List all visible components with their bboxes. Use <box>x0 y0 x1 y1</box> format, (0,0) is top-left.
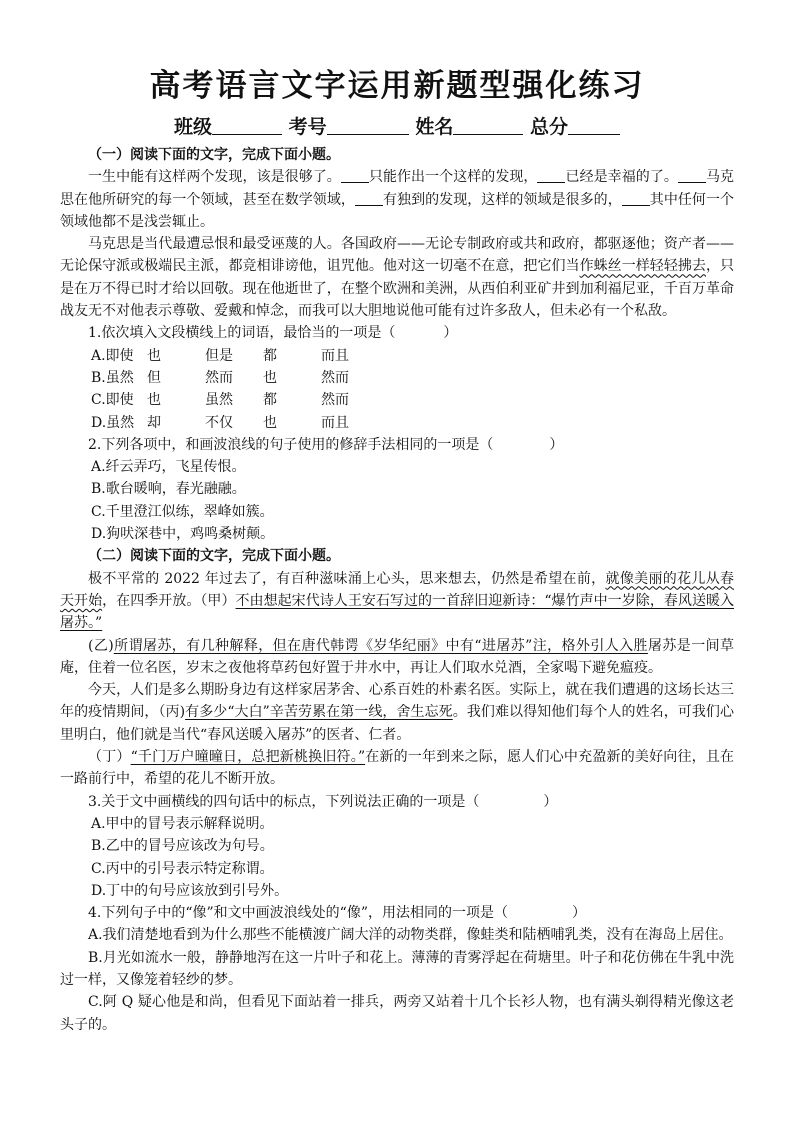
page-title: 高考语言文字运用新题型强化练习 <box>149 68 645 104</box>
section-2-paragraph-3: 今天，人们是多么期盼身边有这样家居茅舍、心系百姓的朴素名医。实际上，就在我们遭遇的这场长达三年的疫情期间，（丙)有多少“大白”辛苦劳累在第一线，舍生忘死。我们难以得知他们每个人的姓名，可我们心里明白，他们就是当代“春风送暖入屠苏”的医者、仁者。 <box>60 682 734 743</box>
question-1-stem: 1.依次填入文段横线上的词语，最恰当的一项是（ ） <box>88 325 458 342</box>
question-1-option-d[interactable]: D.虽然 却 不仅 也 而且 <box>91 414 349 431</box>
total-label: 总分 <box>529 116 568 138</box>
underlined-sentence-bing: 有多少“大白”辛苦劳累在第一线，舍生忘死 <box>185 704 453 721</box>
exam-no-label: 考号 <box>288 116 327 138</box>
worksheet-content <box>60 144 734 1036</box>
section-2-paragraph-2: (乙)所谓屠苏，有几种解释，但在唐代韩谔《岁华纪丽》中有“进屠苏”注，格外引人入胜屠苏是一间草庵，住着一位名医，岁末之夜他将草药包好置于井水中，再让人们取水兑酒，全家喝下避免瘟疫。 <box>60 637 735 676</box>
fill-blank[interactable] <box>678 168 706 183</box>
question-2-option-d[interactable]: D.狗吠深巷中，鸡鸣桑树颠。 <box>91 526 275 543</box>
exam-no-blank[interactable] <box>327 116 409 135</box>
fill-blank[interactable] <box>341 168 369 183</box>
section-2-paragraph-1: 极不平常的 2022 年过去了，有百种滋味涌上心头，思来想去，仍然是希望在前，就像美丽的花儿从春天开始，在四季开放。（甲）不由想起宋代诗人王安石写过的一首辞旧迎新诗：“爆竹声中一岁除，春风送暖入屠苏。” <box>60 570 735 632</box>
question-1-option-b[interactable]: B.虽然 但 然而 也 然而 <box>91 369 349 386</box>
name-blank[interactable] <box>453 116 523 135</box>
underlined-sentence-jia: 不由想起宋代诗人王安石写过的一首辞旧迎新诗：“爆竹声中一岁除，春风送暖入屠苏。” <box>60 592 735 632</box>
question-4-option-b[interactable]: B.月光如流水一般，静静地泻在这一片叶子和花上。薄薄的青雾浮起在荷塘里。叶子和花仿佛在牛乳中洗过一样，又像笼着轻纱的梦。 <box>60 949 734 988</box>
question-2-option-c[interactable]: C.千里澄江似练，翠峰如簇。 <box>91 503 274 520</box>
fill-blank[interactable] <box>355 191 383 206</box>
section-1-paragraph-1: 一生中能有这样两个发现，该是很够了。 只能作出一个这样的发现， 已经是幸福的了。 马克思在他所研究的每一个领域，甚至在数学领域， 有独到的发现，这样的领域是很多的， 其中任何一个领域他都不是浅尝辄止。 <box>60 169 735 230</box>
section-1-paragraph-2: 马克思是当代最遭忌恨和最受诬蔑的人。各国政府——无论专制政府或共和政府，都驱逐他；资产者——无论保守派或极端民主派，都竞相诽谤他，诅咒他。他对这一切毫不在意，把它们当作蛛丝一样轻轻拂去，只是在万不得已时才给以回敬。现在他逝世了，在整个欧洲和美洲，从西伯利亚矿井到加利福尼亚，千百万革命战友无不对他表示尊敬、爱戴和悼念，而我可以大胆地说他可能有过许多敌人，但未必有一个私敌。 <box>60 236 735 320</box>
student-info-line <box>0 112 794 139</box>
fill-blank[interactable] <box>622 191 650 206</box>
question-2-option-a[interactable]: A.纤云弄巧，飞星传恨。 <box>91 459 246 476</box>
underlined-sentence-yi: 所谓屠苏，有几种解释，但在唐代韩谔《岁华纪丽》中有“进屠苏”注，格外引人入胜 <box>113 637 648 654</box>
question-1-option-a[interactable]: A.即使 也 但是 都 而且 <box>91 347 349 364</box>
section-2-heading: （二）阅读下面的文字，完成下面小题。 <box>88 548 340 565</box>
underlined-sentence-ding: “千门万户曈曈日，总把新桃换旧符。” <box>130 749 366 766</box>
total-blank[interactable] <box>568 116 620 135</box>
question-2-stem: 2.下列各项中，和画波浪线的句子使用的修辞手法相同的一项是（ ） <box>88 436 564 453</box>
question-1-option-c[interactable]: C.即使 也 虽然 都 然而 <box>91 392 349 409</box>
section-1-heading: （一）阅读下面的文字，完成下面小题。 <box>88 147 340 163</box>
question-2-option-b[interactable]: B.歌台暖响，春光融融。 <box>91 481 246 498</box>
name-label: 姓名 <box>415 116 454 138</box>
class-blank[interactable] <box>212 116 282 135</box>
question-3-option-a[interactable]: A.甲中的冒号表示解释说明。 <box>91 815 274 832</box>
question-3-option-b[interactable]: B.乙中的冒号应该改为句号。 <box>91 838 274 855</box>
fill-blank[interactable] <box>537 168 565 183</box>
question-3-option-d[interactable]: D.丁中的句号应该放到引号外。 <box>91 882 289 899</box>
question-4-option-a[interactable]: A.我们清楚地看到为什么那些不能横渡广阔大洋的动物类群，像蛙类和陆栖哺乳类，没有在海岛上居住。 <box>88 927 733 944</box>
wavy-underlined-phrase: 就像美丽的花儿从春天开始 <box>60 570 735 609</box>
question-4-option-c[interactable]: C.阿 Q 疑心他是和尚，但看见下面站着一排兵，两旁又站着十几个长衫人物，也有满头剃得精光像这老头子的。 <box>60 994 734 1033</box>
question-4-stem: 4.下列句子中的“像”和文中画波浪线处的“像”，用法相同的一项是（ ） <box>88 905 586 922</box>
class-label: 班级 <box>174 116 213 138</box>
section-2-paragraph-4: （丁）“千门万户曈曈日，总把新桃换旧符。”在新的一年到来之际，愿人们心中充盈新的美好向往，且在一路前行中，希望的花儿不断开放。 <box>60 749 735 788</box>
question-3-option-c[interactable]: C.丙中的引号表示特定称谓。 <box>91 860 274 877</box>
question-3-stem: 3.关于文中画横线的四句话中的标点，下列说法正确的一项是（ ） <box>88 793 558 810</box>
wavy-underlined-sentence: 作蛛丝一样轻轻拂去 <box>579 258 706 275</box>
